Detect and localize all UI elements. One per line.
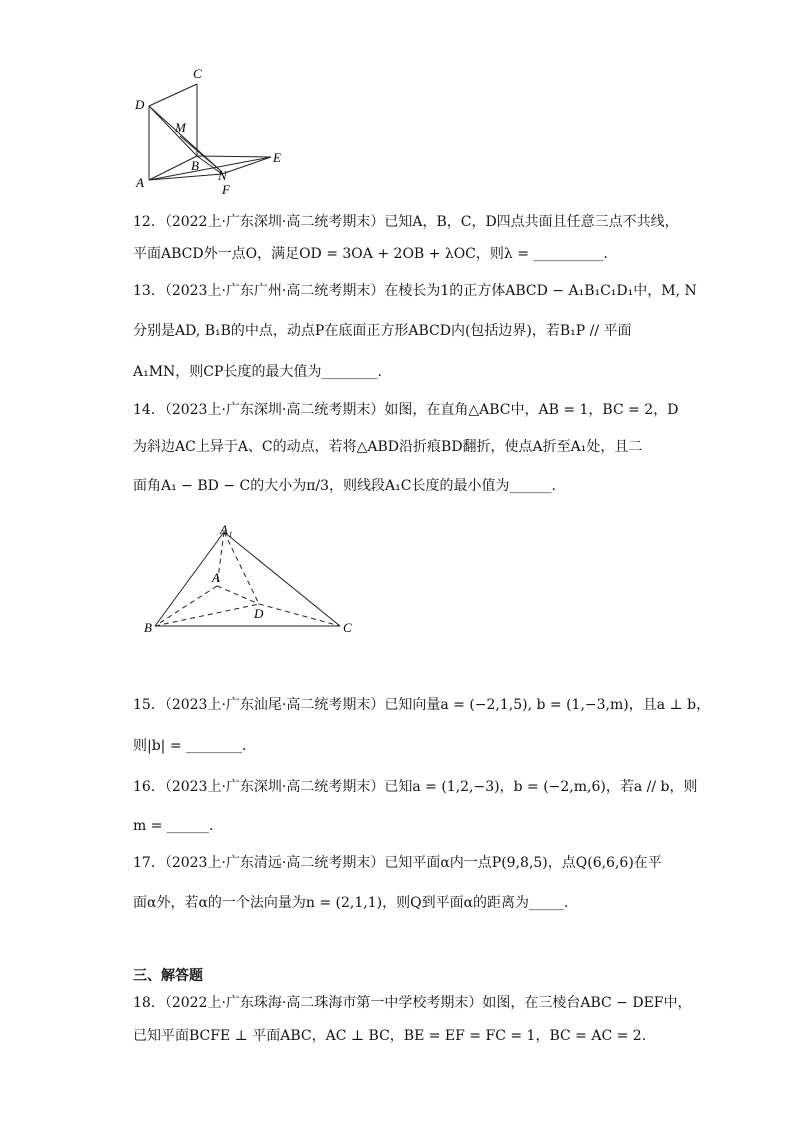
q14-line-3: 面角A₁ − BD − C的大小为π/3，则线段A₁C长度的最小值为______. <box>133 478 556 494</box>
label-D: D <box>254 606 264 621</box>
label-D: D <box>135 97 145 112</box>
figure-solid-abcdef <box>130 60 300 200</box>
q12-line-1: 12．（2022上·广东深圳·高二统考期末）已知A，B，C，D四点共面且任意三点不共线， <box>133 214 679 230</box>
q14-line-1: 14．（2023上·广东深圳·高二统考期末）如图，在直角△ABC中，AB = 1，BC = 2，D <box>133 402 679 418</box>
label-N: N <box>218 168 227 183</box>
label-E: E <box>273 150 281 165</box>
edge-DC <box>259 604 340 626</box>
edge-MN <box>180 136 222 172</box>
label-F: F <box>222 182 230 197</box>
edge-A1C <box>224 532 340 626</box>
label-B: B <box>144 620 152 635</box>
label-A: A <box>136 175 144 190</box>
section-title: 三、解答题 <box>133 968 203 984</box>
q15-line-2: 则|b| = ________. <box>133 738 247 754</box>
q15-line-1: 15．（2023上·广东汕尾·高二统考期末）已知向量a = (−2,1,5), b = (1,−3,m)，且a ⊥ b， <box>133 697 711 713</box>
q12-line-2: 平面ABCD外一点O，满足OD = 3OA + 2OB + λOC，则λ = __________. <box>133 246 608 262</box>
q17-line-2: 面α外，若α的一个法向量为n = (2,1,1)，则Q到平面α的距离为_____. <box>133 895 569 911</box>
q13-line-2: 分别是AD, B₁B的中点，动点P在底面正方形ABCD内(包括边界)，若B₁P // 平面 <box>133 323 632 339</box>
label-M: M <box>175 120 186 135</box>
q17-line-1: 17．（2023上·广东清远·高二统考期末）已知平面α内一点P(9,8,5)，点Q(6,6,6)在平 <box>133 855 662 871</box>
q18-line-1: 18．（2022上·广东珠海·高二珠海市第一中学校考期末）如图，在三棱台ABC − DEF中， <box>133 995 692 1011</box>
edge-DB <box>149 106 197 156</box>
q16-line-2: m = ______. <box>133 818 214 834</box>
label-A: A <box>212 570 220 585</box>
q13-line-1: 13．（2023上·广东广州·高二统考期末）在棱长为1的正方体ABCD − A₁B₁C₁D₁中，M, N <box>133 283 697 299</box>
edge-BE <box>197 156 271 157</box>
label-A1: A₁ <box>220 522 233 537</box>
label-C: C <box>343 620 352 635</box>
q18-line-2: 已知平面BCFE ⊥ 平面ABC，AC ⊥ BC，BE = EF = FC = 1，BC = AC = 2. <box>133 1028 647 1044</box>
q13-line-3: A₁MN，则CP长度的最大值为________. <box>133 364 382 380</box>
figure-folded-triangle <box>140 522 370 642</box>
edge-A1D <box>224 532 259 604</box>
edge-FE <box>222 157 271 174</box>
edge-BD <box>155 604 259 626</box>
label-B: B <box>191 158 199 173</box>
edge-AE <box>149 157 271 180</box>
edge-DC <box>149 84 197 106</box>
label-C: C <box>193 66 202 81</box>
edge-AD <box>217 586 259 604</box>
q14-line-2: 为斜边AC上异于A、C的动点，若将△ABD沿折痕BD翻折，使点A折至A₁处，且二 <box>133 439 643 455</box>
q16-line-1: 16．（2023上·广东深圳·高二统考期末）已知a = (1,2,−3)，b = (−2,m,6)，若a // b，则 <box>133 779 698 795</box>
edge-AB <box>155 586 217 626</box>
